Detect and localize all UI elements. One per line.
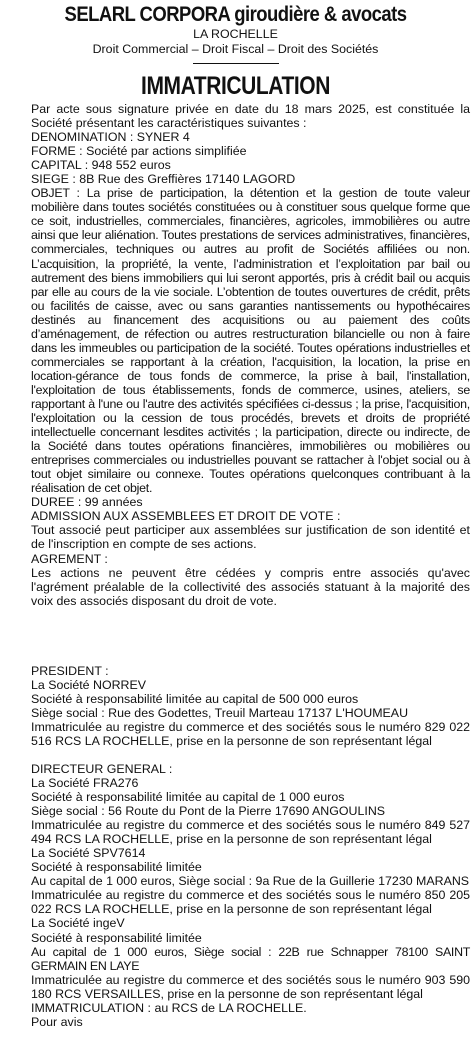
dg-heading: DIRECTEUR GENERAL : (31, 761, 173, 776)
dg-3-name: La Société ingeV (31, 916, 125, 931)
closing-signature: Pour avis (31, 1014, 83, 1029)
notice-capital: CAPITAL : 948 552 euros (31, 158, 171, 173)
notice-agrement-text: Les actions ne peuvent être cédées y compris entre associés qu'avec l'agrément préalable de la collectivité des associés statuant à la majorité des voix des associés disposant du droit de vote. (31, 565, 470, 608)
notice-forme: FORME : Société par actions simplifiée (31, 144, 247, 159)
dg-3-capital-siege: Au capital de 1 000 euros, Siège social : 22B rue Schnapper 78100 SAINT GERMAIN EN LAYE (31, 944, 470, 973)
dg-3-form: Société à responsabilité limitée (31, 930, 202, 945)
dg-3-rcs: Immatriculée au registre du commerce et des sociétés sous le numéro 903 590 180 RCS VERSAILLES, prise en la personne de son représentant légal (31, 972, 470, 1001)
closing-immatriculation: IMMATRICULATION : au RCS de LA ROCHELLE. (31, 1000, 307, 1015)
dg-1-siege: Siège social : 56 Route du Pont de la Pierre 17690 ANGOULINS (31, 804, 386, 819)
notice-siege: SIEGE : 8B Rue des Greffières 17140 LAGORD (31, 172, 296, 187)
cabinet-name: SELARL CORPORA giroudière & avocats (64, 3, 407, 26)
notice-admission-heading: ADMISSION AUX ASSEMBLEES ET DROIT DE VOTE : (31, 509, 341, 524)
president-rcs: Immatriculée au registre du commerce et des sociétés sous le numéro 829 022 516 RCS LA ROCHELLE, prise en la personne de son représentant légal (31, 719, 470, 748)
dg-2-name: La Société SPV7614 (31, 846, 146, 861)
header-divider (193, 63, 279, 64)
president-name: La Société NORREV (31, 677, 147, 692)
notice-admission-text: Tout associé peut participer aux assemblées sur justification de son identité et de l'inscription en compte de ses actions. (31, 523, 470, 552)
cabinet-specialties: Droit Commercial – Droit Fiscal – Droit des Sociétés (92, 42, 379, 56)
dg-1-name: La Société FRA276 (31, 776, 139, 791)
president-form: Société à responsabilité limitée au capital de 500 000 euros (31, 691, 359, 706)
president-siege: Siège social : Rue des Godettes, Treuil Marteau 17137 L'HOUMEAU (31, 705, 409, 720)
dg-2-rcs: Immatriculée au registre du commerce et des sociétés sous le numéro 850 205 022 RCS LA ROCHELLE, prise en la personne de son représentant légal (31, 888, 470, 917)
notice-agrement-heading: AGREMENT : (31, 551, 108, 566)
notice-objet: OBJET : La prise de participation, la détention et la gestion de toute valeur mobilière dans toutes sociétés constituées ou à constituer sous quelque forme que ce soit, industrielles, commerciales, financières, agricoles, immobilières ou autre ainsi que leur aliénation. Toutes prestations de services administratives, financières, commerciales, techniques ou autres au profit de Sociétés affiliées ou non. L’acquisition, la propriété, la vente, l’administration et l’exploitation par bail ou autrement des biens immobiliers qui lui seront apportés, pris à crédit bail ou acquis par elle au cours de la vie sociale. L’obtention de toutes ouvertures de crédit, prêts ou facilités de caisse, avec ou sans garanties nantissements ou hypothécaires destinés au financement des acquisitions ou au paiement des coûts d’aménagement, de réfection ou autres restructuration bilancielle ou non à faire dans les immeubles ou participation de la société. Toutes opérations industrielles et commerciales se rapportant à la création, l'acquisition, la location, la prise en location-gérance de tous fonds de commerce, la prise à bail, l'installation, l'exploitation de tous établissements, fonds de commerce, usines, ateliers, se rapportant à l'une ou l'autre des activités spécifiées ci-dessus ; la prise, l'acquisition, l'exploitation ou la cession de tous procédés, brevets et droits de propriété intellectuelle concernant lesdites activités ; la participation, directe ou indirecte, de la Société dans toutes opérations financières, immobilières ou mobilières ou entreprises commerciales ou industrielles pouvant se rattacher à l'objet social ou à tout objet similaire ou connexe. Toutes opérations quelconques contribuant à la réalisation de cet objet. (31, 186, 470, 496)
notice-denomination: DENOMINATION : SYNER 4 (31, 130, 190, 145)
dg-1-form: Société à responsabilité limitée au capital de 1 000 euros (31, 790, 345, 805)
cabinet-city: LA ROCHELLE (193, 27, 278, 41)
notice-duree: DUREE : 99 années (31, 495, 143, 510)
notice-title: IMMATRICULATION (141, 72, 330, 100)
section-gap (1, 748, 470, 762)
section-gap (1, 608, 470, 664)
dg-2-siege: Au capital de 1 000 euros, Siège social : 9a Rue de la Guillerie 17230 MARANS (31, 874, 470, 889)
notice-intro: Par acte sous signature privée en date du 18 mars 2025, est constituée la Société présentant les caractéristiques suivantes : (31, 102, 470, 131)
dg-1-rcs: Immatriculée au registre du commerce et des sociétés sous le numéro 849 527 494 RCS LA ROCHELLE, prise en la personne de son représentant légal (31, 818, 470, 847)
dg-2-form: Société à responsabilité limitée (31, 860, 202, 875)
president-heading: PRESIDENT : (31, 663, 109, 678)
